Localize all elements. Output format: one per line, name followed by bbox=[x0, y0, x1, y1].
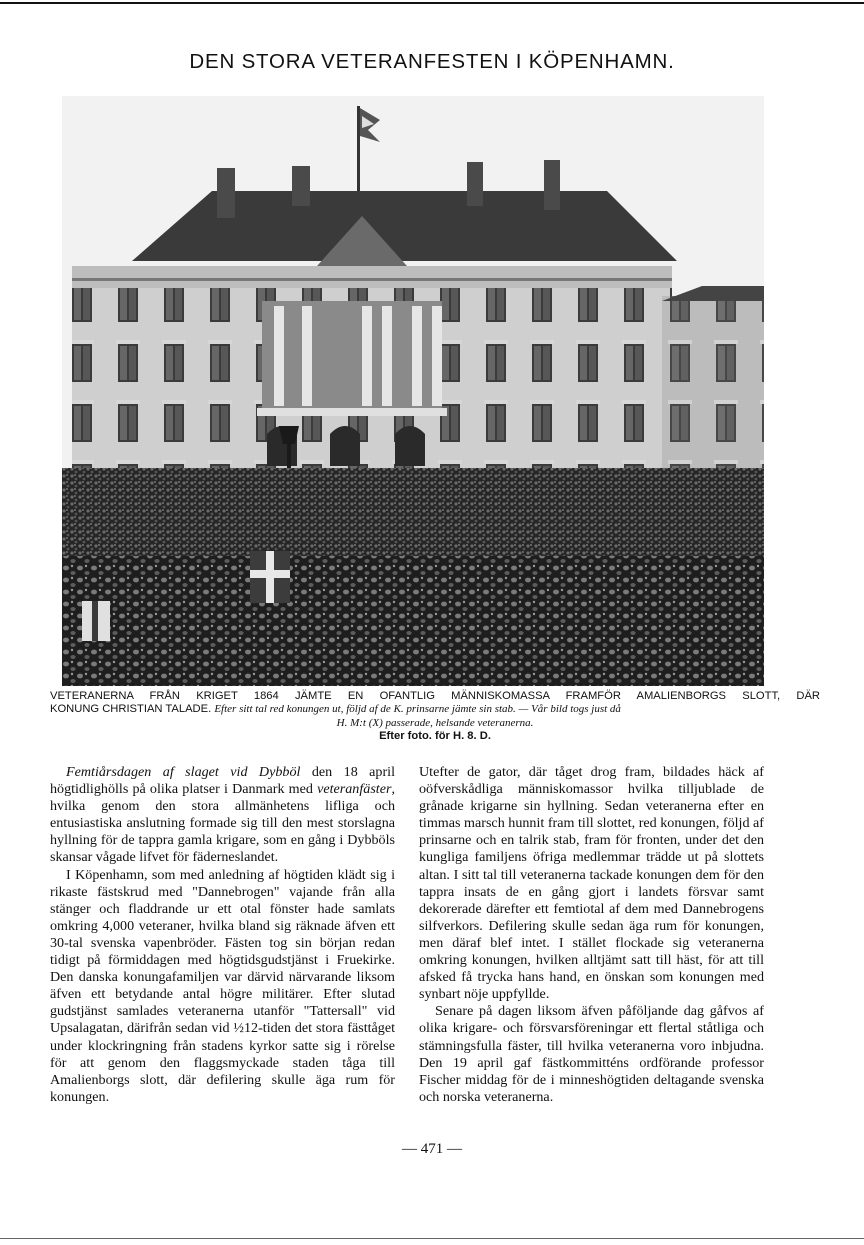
paragraph bbox=[50, 764, 395, 867]
text-span: , hvilka genom den stora allmänhetens lifliga och entusiastiska anslutning formade sig till den mest storslagna hyllning för de tappra gamla krigare, som en gång i Dybböls skansar vågade lifvet för fäderneslandet. bbox=[50, 781, 395, 866]
photo-credit: Efter foto. för H. 8. D. bbox=[379, 730, 491, 743]
top-rule bbox=[0, 2, 864, 4]
photo-illustration bbox=[62, 96, 764, 686]
photo-caption bbox=[50, 690, 820, 744]
caption-line-2-upper: KONUNG CHRISTIAN TALADE. bbox=[50, 703, 212, 716]
paragraph: Utefter de gator, där tåget drog fram, bildades häck af oöfverskådliga människomassor hvilka tilljublade de grånade krigarne sin hyllning. Sedan veteranerna efter en timmas marsch hunnit fram till slottet, red konungen, följd af prinsarne och en talrik stab, fram för fronten, under det den kungliga familjens öfriga medlemmar trädde ut på slottets altan. I sitt tal till veteranerna tackade konungen dem för den tappra insats de en gång gjort i landets försvar samt dekorerade därefter ett femtiotal af dem med Dannebrogens silfverkors. Defilering skulle sedan äga rum för konungen, men däraf blef intet. I stället flockade sig veteranerna omkring konungen, hvilken alltjämt satt till häst, för att till afsked få trycka hans hand, en önskan som konungen med synbart nöje uppfyllde. bbox=[419, 764, 764, 1003]
caption-line-2 bbox=[50, 703, 820, 716]
caption-line-1: VETERANERNA FRÅN KRIGET 1864 JÄMTE EN OFANTLIG MÄNNISKOMASSA FRAMFÖR AMALIENBORGS SLOTT, DÄR bbox=[50, 690, 820, 702]
column-right bbox=[419, 764, 764, 1106]
italic-lead: Femtiårsdagen af slaget vid Dybböl bbox=[66, 764, 301, 780]
caption-line-2-italic: Efter sitt tal red konungen ut, följd af de K. prinsarne jämte sin stab. — Vår bild togs just då bbox=[214, 703, 621, 716]
caption-line-3 bbox=[50, 717, 820, 730]
photo-amalienborg bbox=[62, 96, 764, 686]
column-left bbox=[50, 764, 395, 1106]
paragraph: I Köpenhamn, som med anledning af högtiden klädt sig i rikaste fästskrud med "Dannebrogen" vajande från alla stänger och fladdrande ur ett otal fönster hade samlats omkring 4,000 veteraner, hvilka bland sig räknade äfven ett 30-tal svenska vapenbröder. Fästen tog sin början redan tidigt på förmiddagen med högtidsgudstjänst i Fruekirke. Den danska konungafamiljen var därvid närvarande liksom äfven ett betydande antal högre militärer. Efter slutad gudstjänst samlades veteranerna utanför "Tattersall" vid Upsalagatan, därifrån sedan vid ½12-tiden det stora fästtåget under klockringning från stadens kyrkor satte sig i rörelse för att genom den flaggsmyckade staden tåga till Amalienborgs slott, där defilering skulle äga rum för konungen. bbox=[50, 866, 395, 1105]
paragraph: Senare på dagen liksom äfven påföljande dag gåfvos af olika krigare- och försvarsföreningar ett flertal ståtliga och stämningsfulla fäster, till hvilka veteranerna voro inbjudna. Den 19 april gaf fästkommitténs ordförande professor Fischer middag för de i minneshögtiden deltagande svenska och norska veteranerna. bbox=[419, 1003, 764, 1105]
bottom-rule bbox=[0, 1238, 864, 1239]
page-number: — 471 — bbox=[402, 1141, 462, 1157]
page-title: DEN STORA VETERANFESTEN I KÖPENHAMN. bbox=[189, 50, 675, 73]
caption-line-3-italic: H. M:t (X) passerade, helsande veteranerna. bbox=[336, 716, 534, 729]
text-span: den 18 april högtidlighölls på olika platser i Danmark med bbox=[50, 764, 396, 798]
italic-term: veteranfäster bbox=[317, 781, 392, 798]
